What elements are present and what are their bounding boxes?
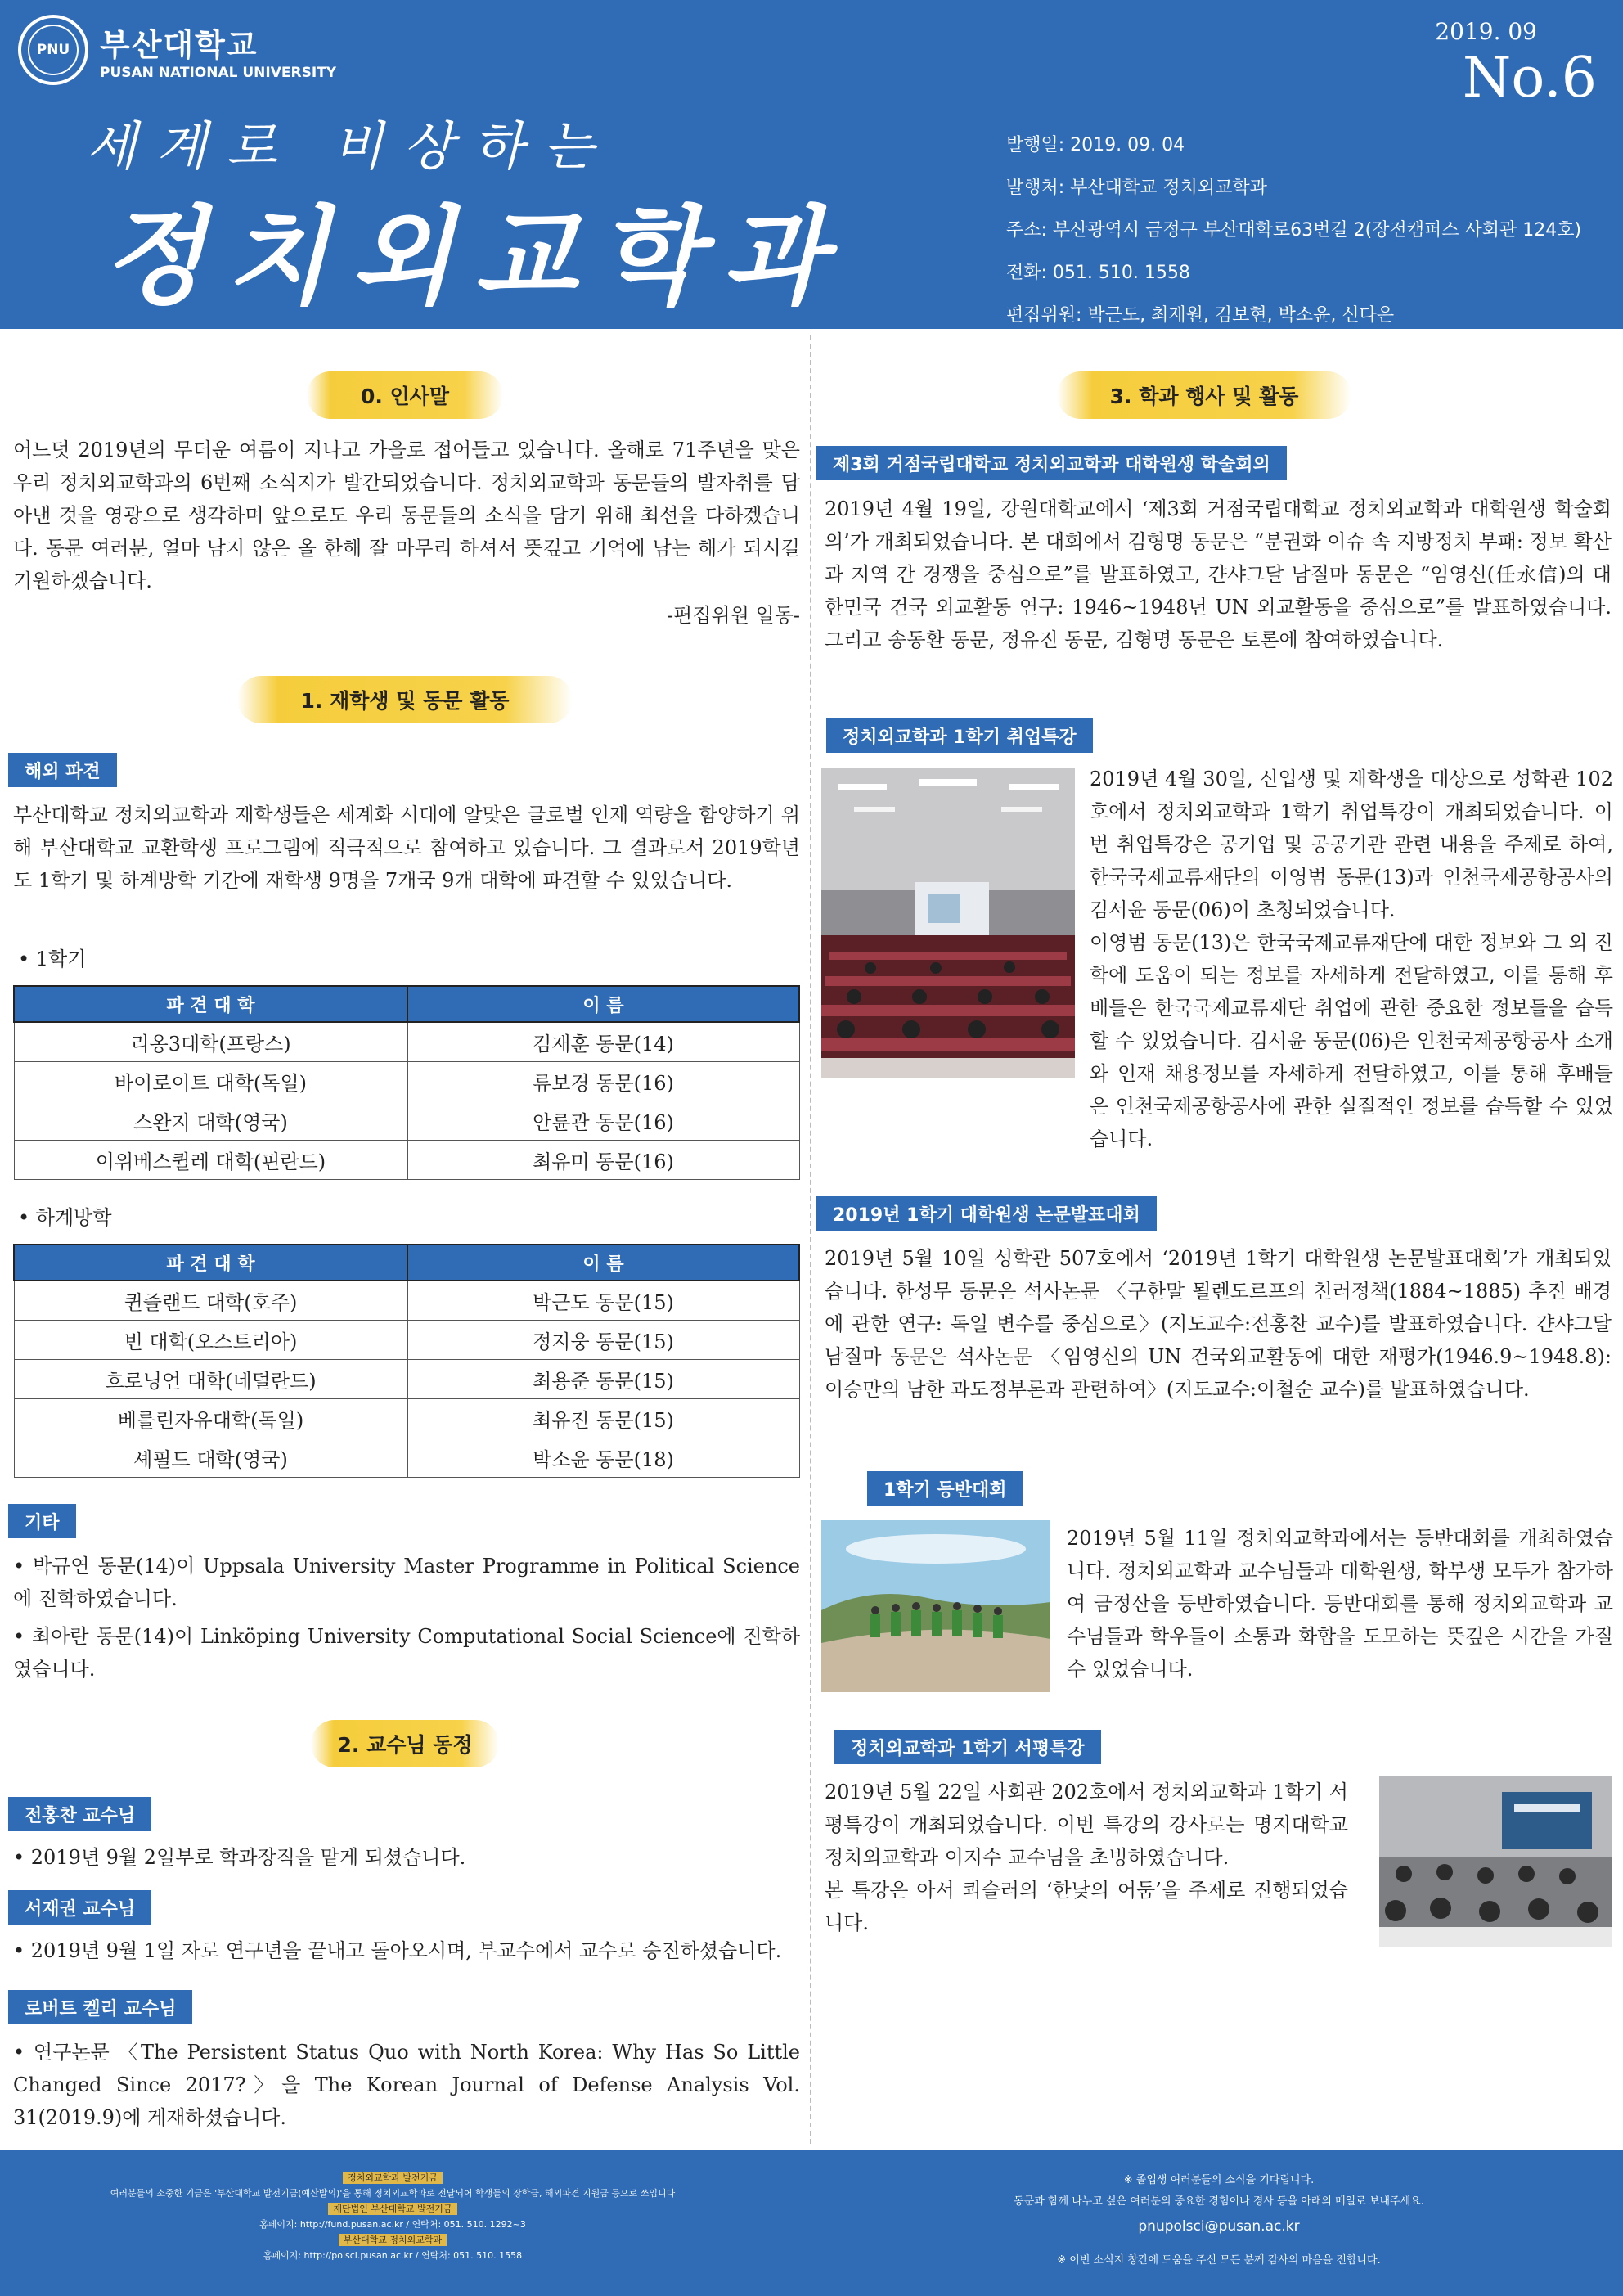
greeting-signature: -편집위원 일동-: [667, 604, 800, 627]
event-2-text-2: 이영범 동문(13)은 한국국제교류재단에 대한 정보와 그 외 진학에 도움이 되는 정보를 자세하게 전달하였고, 이를 통해 후배들은 한국국제교류재단 취업에 관한 중요한 정보들을 습득할 수 있었습니다. 김서윤 동문(06)은 인천국제공항공사 소개와 인재 채용정보를 자세하게 전달하였고, 이를 통해 후배들은 인천국제공항공사에 관한 실질적인 정보를 습득할 수 있었습니다.: [1090, 931, 1613, 1150]
event-1-text: 2019년 4월 19일, 강원대학교에서 ‘제3회 거점국립대학교 정치외교학과 대학원생 학술회의’가 개최되었습니다. 본 대회에서 김형명 동문은 “분권화 이슈 속 지방정치 부패: 정보 확산과 지역 간 경쟁을 중심으로”를 발표하였고, 갼샤그달 남질마 동문은 “임영신(任永信)의 대한민국 건국 외교활동 연구: 1946~1948년 UN 외교활동을 중심으로”를 발표하였습니다. 그리고 송동환 동문, 정유진 동문, 김형명 동문은 토론에 참여하였습니다.: [825, 497, 1612, 651]
tag-professor-3: 로버트 켈리 교수님: [8, 1990, 192, 2024]
event-3-text: 2019년 5월 10일 성학관 507호에서 ‘2019년 1학기 대학원생 논문발표대회’가 개최되었습니다. 한성무 동문은 석사논문 〈구한말 묄렌도르프의 친러정책(1884~1885) 추진 배경에 관한 연구: 독일 변수를 중심으로〉(지도교수:전홍찬 교수)를 발표하였습니다. 갼샤그달 남질마 동문은 석사논문 〈임영신의 UN 건국외교활동에 대한 재평가(1946.9~1948.8): 이승만의 남한 과도정부론과 관련하여〉(지도교수:이철순 교수)를 발표하였습니다.: [825, 1247, 1612, 1401]
hiking-group-photo: [821, 1520, 1050, 1692]
event-5-text-2: 본 특강은 아서 쾨슬러의 ‘한낮의 어둠’을 주제로 진행되었습니다.: [825, 1879, 1348, 1934]
event-4-text: 2019년 5월 11일 정치외교학과에서는 등반대회를 개최하였습니다. 정치외교학과 교수님들과 대학원생, 학부생 모두가 참가하여 금정산을 등반하였습니다. 등반대회를 통해 정치외교학과 교수님들과 학우들이 소통과 화합을 도모하는 뜻깊은 시간을 가질 수 있었습니다.: [1067, 1527, 1613, 1681]
summer-table: 파 견 대 학 이 름 퀸즐랜드 대학(호주) 박근도 동문(15) 빈 대학(오스트리아) 정지웅 동문(15) 흐로닝언 대학(네덜란드) 최용준 동문(15) 베를린자유대학(독일) 최유진 동문(15) 셰필드 대학(영국) 박소윤 동문(18): [13, 1244, 800, 1478]
table-row: 이위베스퀼레 대학(핀란드) 최유미 동문(16): [14, 1140, 799, 1179]
event-2-text-1: 2019년 4월 30일, 신입생 및 재학생을 대상으로 성학관 102호에서 정치외교학과 1학기 취업특강이 개최되었습니다. 이번 취업특강은 공기업 및 공공기관 관련 내용을 주제로 하여, 한국국제교류재단의 이영범 동문(13)과 인천국제공항공사의 김서윤 동문(06)이 초청되었습니다.: [1090, 768, 1613, 921]
tag-event-3: 2019년 1학기 대학원생 논문발표대회: [816, 1196, 1157, 1231]
tag-professor-1: 전홍찬 교수님: [8, 1797, 151, 1831]
lecture-hall-photo: [821, 768, 1075, 1078]
event-5-text-1: 2019년 5월 22일 사회관 202호에서 정치외교학과 1학기 서평특강이 개최되었습니다. 이번 특강의 강사로는 명지대학교 정치외교학과 이지수 교수님을 초빙하였습니다.: [825, 1781, 1348, 1869]
tag-exchange: 해외 파견: [8, 753, 117, 787]
university-name-en: PUSAN NATIONAL UNIVERSITY: [100, 64, 337, 81]
section-title-events: 3. 학과 행사 및 활동: [1057, 371, 1351, 419]
issue-number: No.6: [1462, 46, 1597, 110]
university-seal-icon: PNU: [18, 15, 88, 85]
section-title-students: 1. 재학생 및 동문 활동: [237, 676, 573, 723]
exchange-text: 부산대학교 정치외교학과 재학생들은 세계화 시대에 알맞은 글로벌 인재 역량을 함양하기 위해 부산대학교 교환학생 프로그램에 적극적으로 참여하고 있습니다. 그 결과로서 2019학년도 1학기 및 하계방학 기간에 재학생 9명을 7개국 9개 대학에 파견할 수 있었습니다.: [13, 804, 800, 892]
footer-contact-info: ※ 졸업생 여러분들의 소식을 기다립니다. 동문과 함께 나누고 싶은 여러분의 중요한 경험이나 경사 등을 아래의 메일로 보내주세요. pnupolsci@pusan.ac.kr ※ 이번 소식지 창간에 도움을 주신 모든 분께 감사의 마음을 전합니다.: [965, 2170, 1472, 2271]
issue-date: 2019. 09: [1435, 18, 1537, 45]
slogan: 세계로 비상하는: [86, 117, 614, 178]
footer-fund-info: 정치외교학과 발전기금 여러분들의 소중한 기금은 '부산대학교 발전기금(예산발의)'을 통해 정치외교학과로 전달되어 학생들의 장학금, 해외파견 지원금 등으로 쓰입니다 재단법인 부산대학교 발전기금 홈페이지: http://fund.pusan.ac.kr / 연락처: 051. 510. 1292~3 부산대학교 정치외교학과 홈페이지: http://polsci.pusan.ac.kr / 연락처: 051. 510. 1558: [98, 2168, 687, 2262]
table-row: 스완지 대학(영국) 안륜관 동문(16): [14, 1101, 799, 1140]
etc-item-1: • 박규연 동문(14)이 Uppsala University Master Programme in Political Science에 진학하였습니다.: [13, 1555, 800, 1610]
professor-2-text: • 2019년 9월 1일 자로 연구년을 끝내고 돌아오시며, 부교수에서 교수로 승진하셨습니다.: [13, 1939, 782, 1962]
etc-item-2: • 최아란 동문(14)이 Linköping University Computational Social Science에 진학하였습니다.: [13, 1625, 800, 1681]
footer: [0, 2150, 1623, 2296]
tag-event-5: 정치외교학과 1학기 서평특강: [834, 1730, 1101, 1764]
table-row: 퀸즐랜드 대학(호주) 박근도 동문(15): [14, 1281, 799, 1320]
table-row: 셰필드 대학(영국) 박소윤 동문(18): [14, 1438, 799, 1477]
tag-event-4: 1학기 등반대회: [867, 1471, 1023, 1506]
book-lecture-photo: [1379, 1776, 1612, 1947]
publish-date: 발행일: 2019. 09. 04: [1006, 135, 1185, 155]
footer-email[interactable]: pnupolsci@pusan.ac.kr: [1138, 2218, 1300, 2235]
department-title: 정치외교학과: [102, 195, 847, 319]
summer-label: • 하계방학: [18, 1206, 112, 1229]
publisher: 발행처: 부산대학교 정치외교학과: [1006, 178, 1267, 198]
university-name-ko: 부산대학교: [100, 26, 259, 63]
semester1-table: [13, 985, 800, 1180]
left-column: [0, 329, 810, 2150]
phone: 전화: 051. 510. 1558: [1006, 263, 1190, 283]
tag-professor-2: 서재권 교수님: [8, 1890, 151, 1925]
semester1-label: • 1학기: [18, 948, 87, 970]
tag-event-1: 제3회 거점국립대학교 정치외교학과 대학원생 학술회의: [816, 446, 1287, 480]
table-row: 빈 대학(오스트리아) 정지웅 동문(15): [14, 1320, 799, 1359]
table-row: 바이로이트 대학(독일) 류보경 동문(16): [14, 1061, 799, 1101]
section-title-professors: 2. 교수님 동정: [311, 1720, 499, 1767]
table-row: 흐로닝언 대학(네덜란드) 최용준 동문(15): [14, 1359, 799, 1398]
editors: 편집위원: 박근도, 최재원, 김보현, 박소윤, 신다은: [1006, 305, 1395, 326]
footer-fund-head: 정치외교학과 발전기금: [343, 2172, 443, 2184]
publication-info: [1006, 124, 1581, 337]
right-column: [812, 329, 1623, 2150]
tag-etc: 기타: [8, 1504, 76, 1538]
footer-fund-contact: 홈페이지: http://fund.pusan.ac.kr / 연락처: 051. 510. 1292~3: [259, 2219, 526, 2230]
address: 주소: 부산광역시 금정구 부산대학로63번길 2(장전캠퍼스 사회관 124호): [1006, 220, 1582, 241]
tag-event-2: 정치외교학과 1학기 취업특강: [826, 718, 1093, 753]
table-row: 베를린자유대학(독일) 최유진 동문(15): [14, 1398, 799, 1438]
university-logo: [18, 15, 336, 85]
greeting-text: 어느덧 2019년의 무더운 여름이 지나고 가을로 접어들고 있습니다. 올해로 71주년을 맞은 우리 정치외교학과의 6번째 소식지가 발간되었습니다. 정치외교학과 동문들의 발자취를 담아낸 것을 영광으로 생각하며 앞으로도 우리 동문들의 소식을 담기 위해 최선을 다하겠습니다. 동문 여러분, 얼마 남지 않은 올 한해 잘 마무리 하셔서 뜻깊고 기억에 남는 해가 되시길 기원하겠습니다.: [13, 439, 800, 592]
professor-3-text: • 연구논문 〈The Persistent Status Quo with North Korea: Why Has So Little Changed Since 2017?〉을 The Korean Journal of Defense Analysis Vol. 31(2019.9)에 게재하셨습니다.: [13, 2041, 800, 2129]
section-title-greeting: 0. 인사말: [307, 371, 503, 419]
masthead: [0, 0, 1623, 329]
table-row: 리옹3대학(프랑스) 김재훈 동문(14): [14, 1022, 799, 1061]
footer-dept-contact: 홈페이지: http://polsci.pusan.ac.kr / 연락처: 051. 510. 1558: [263, 2250, 523, 2261]
table-head-univ: 파 견 대 학: [14, 986, 407, 1022]
professor-1-text: • 2019년 9월 2일부로 학과장직을 맡게 되셨습니다.: [13, 1846, 466, 1869]
table-head-name: 이 름: [407, 986, 799, 1022]
